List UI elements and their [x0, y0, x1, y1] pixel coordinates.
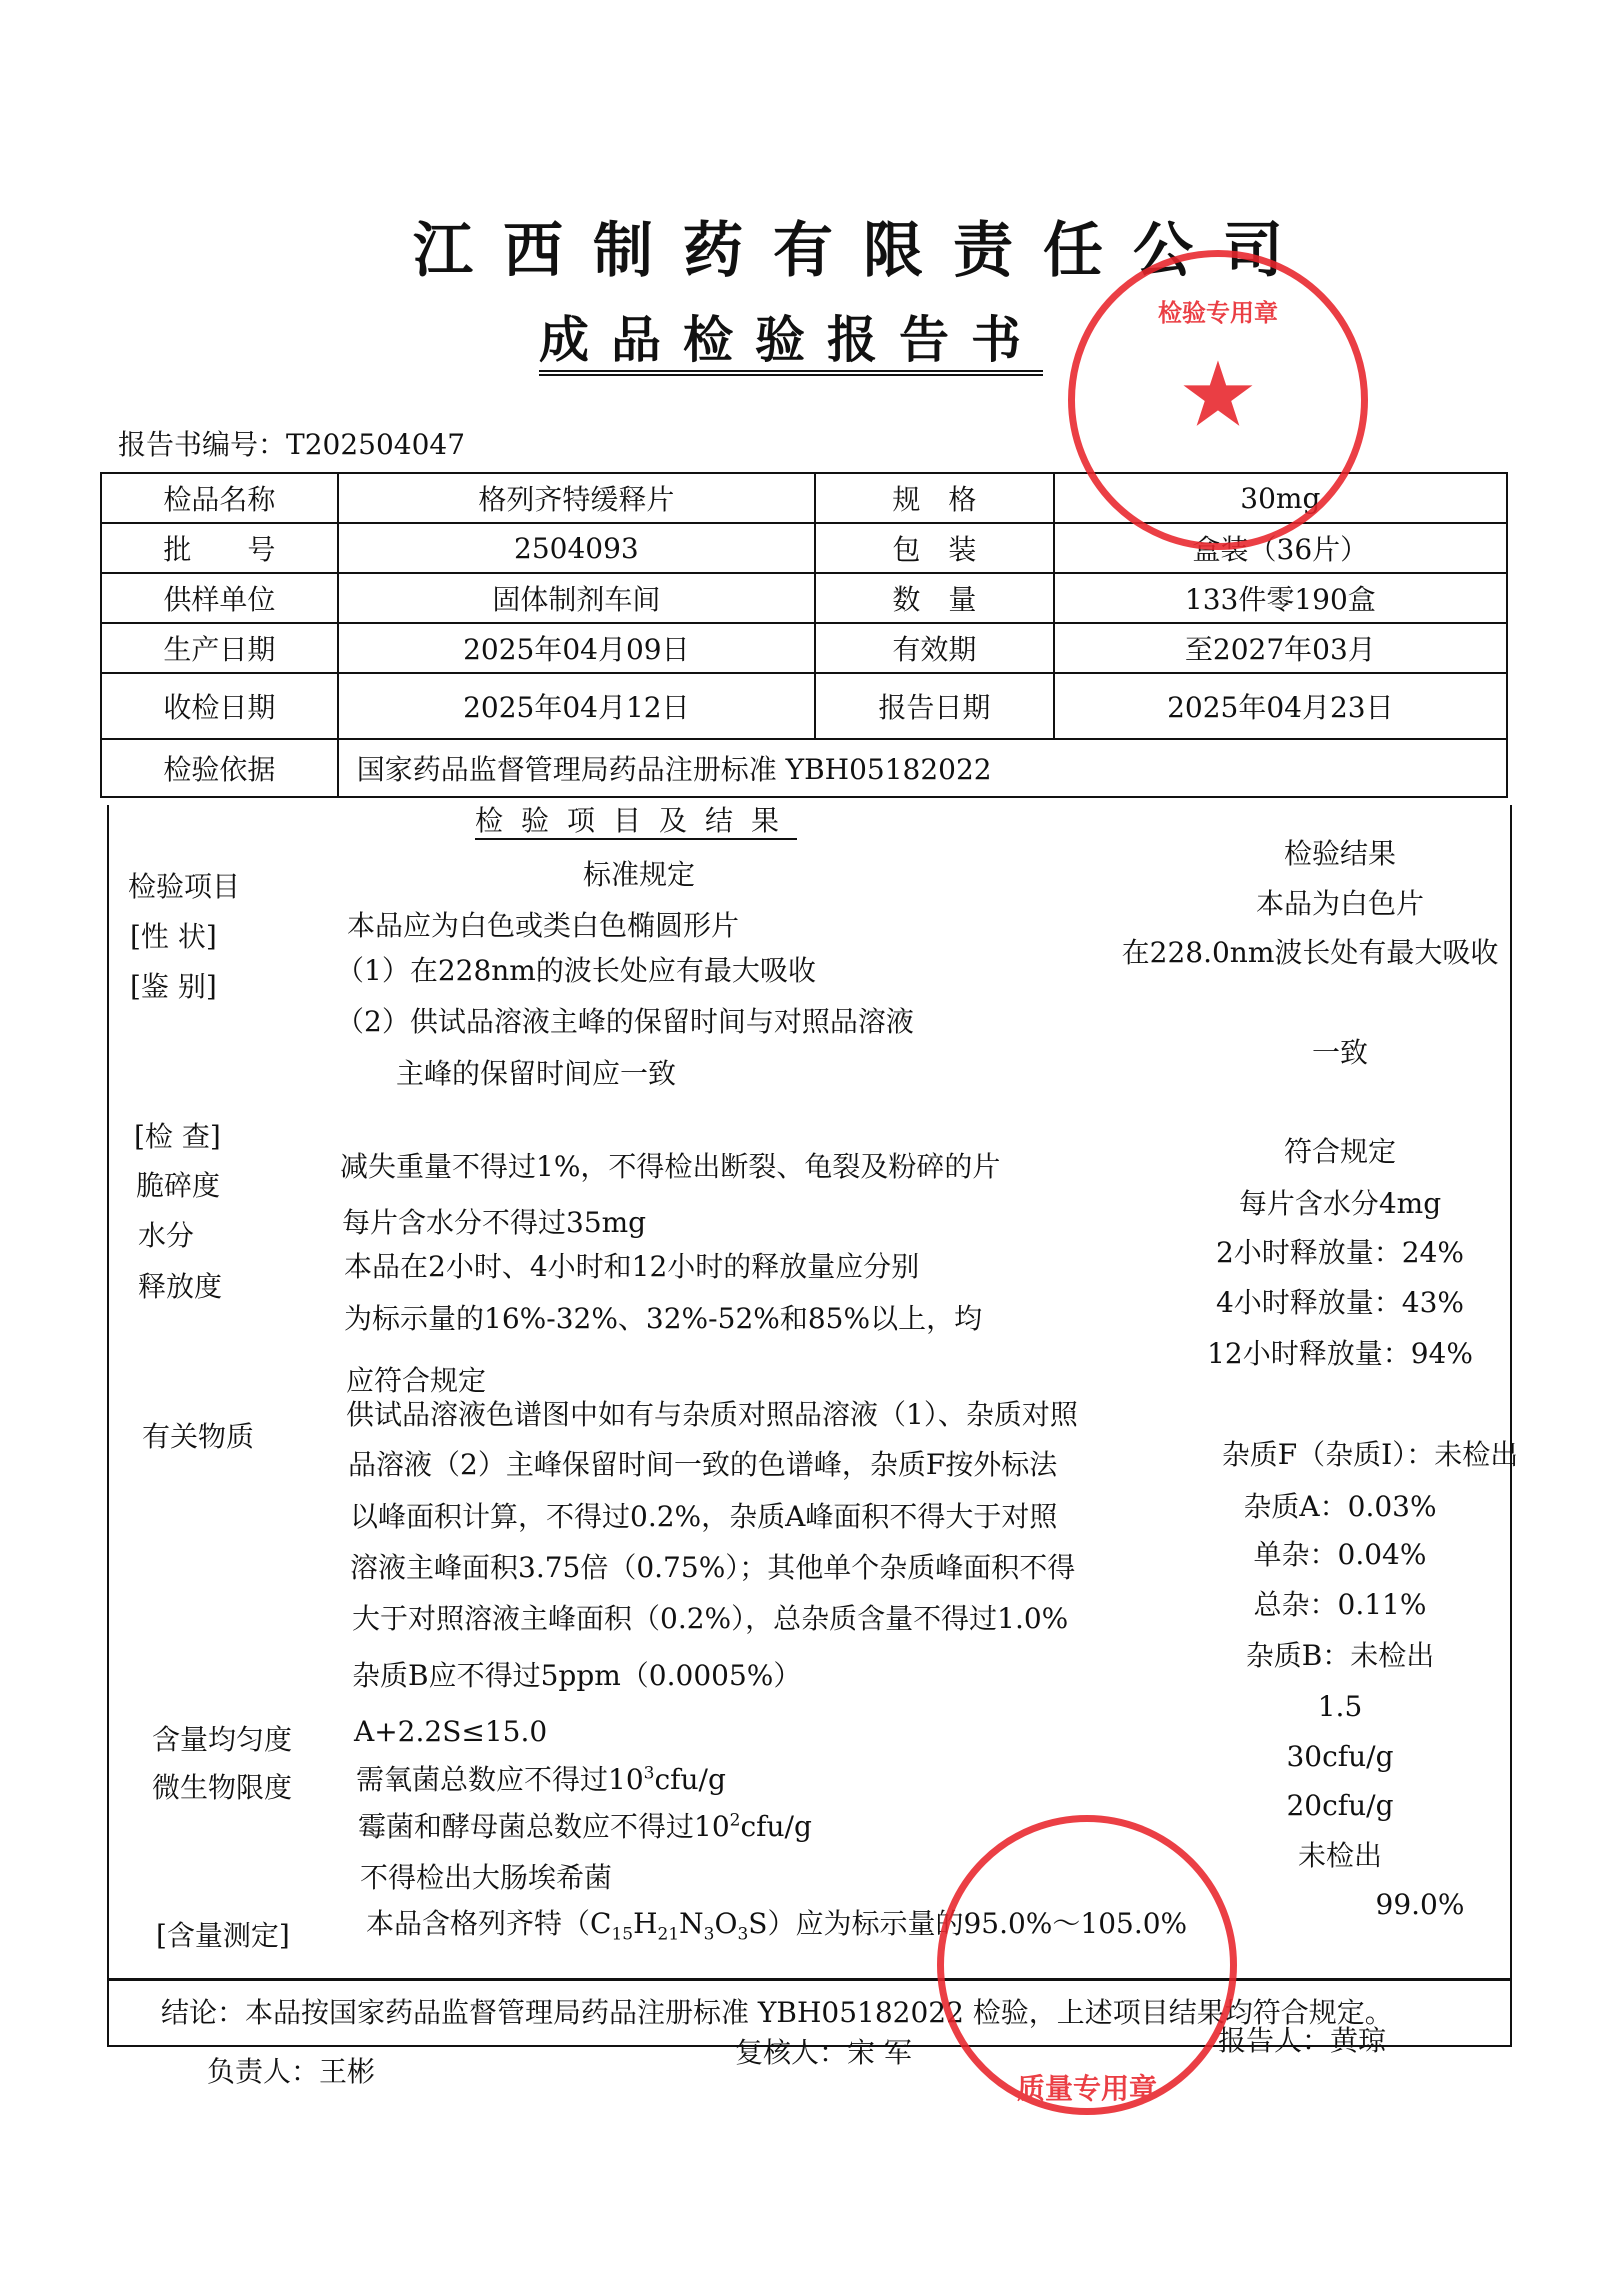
result-value: 本品为白色片: [1255, 887, 1424, 920]
section-heading: 检验项目及结果: [475, 804, 797, 840]
label: 检品名称: [101, 473, 338, 523]
item-uniformity: 含量均匀度: [152, 1723, 293, 1756]
label: 规 格: [815, 473, 1054, 523]
item-microbial: 微生物限度: [152, 1771, 293, 1804]
report-number: [118, 428, 465, 462]
seal-text: 检验专用章: [1158, 298, 1278, 327]
standard-text: 品溶液（2）主峰保留时间一致的色谱峰，杂质F按外标法: [348, 1448, 1058, 1481]
report-number-value: T202504047: [286, 428, 466, 461]
result-value: 单杂：0.04%: [1253, 1538, 1427, 1571]
supplier: 固体制剂车间: [338, 573, 815, 623]
receive-date: 2025年04月12日: [338, 673, 815, 739]
table-row: [101, 523, 1507, 573]
item-identification: [鉴 别]: [130, 970, 217, 1003]
result-value: 4小时释放量：43%: [1215, 1286, 1465, 1319]
label: 数 量: [815, 573, 1054, 623]
production-date: 2025年04月09日: [338, 623, 815, 673]
result-value: 在228.0nm波长处有最大吸收: [1121, 936, 1499, 969]
company-seal-stamp: [1068, 250, 1368, 550]
basis: 国家药品监督管理局药品注册标准 YBH05182022: [338, 739, 1507, 797]
result-value: 符合规定: [1283, 1135, 1396, 1168]
standard-text: [358, 1810, 812, 1844]
label: 报告日期: [815, 673, 1054, 739]
table-row: [101, 739, 1507, 797]
standard-text: 主峰的保留时间应一致: [396, 1057, 677, 1090]
standard-text: [356, 1763, 726, 1797]
standard-text: A+2.2S≤15.0: [354, 1715, 548, 1748]
subscript: 15: [611, 1924, 634, 1945]
text: 本品含格列齐特（C: [366, 1907, 612, 1940]
result-value: 12小时释放量：94%: [1207, 1337, 1473, 1370]
table-row: [101, 673, 1507, 739]
result-value: 2小时释放量：24%: [1215, 1236, 1465, 1269]
standard-text: 溶液主峰面积3.75倍（0.75%）；其他单个杂质峰面积不得: [350, 1551, 1076, 1584]
result-value: 20cfu/g: [1286, 1789, 1394, 1822]
label: 收检日期: [101, 673, 338, 739]
signature-reviewer: 复核人：宋 军: [735, 2036, 912, 2069]
item-assay: [含量测定]: [156, 1919, 290, 1952]
standard-text: 减失重量不得过1%，不得检出断裂、龟裂及粉碎的片: [340, 1150, 1001, 1183]
signature-reporter: 报告人：黄琼: [1218, 2024, 1387, 2057]
col-header-result: 检验结果: [1283, 837, 1396, 870]
expiry: 至2027年03月: [1054, 623, 1507, 673]
text: cfu/g: [740, 1810, 812, 1843]
label: 包 装: [815, 523, 1054, 573]
standard-text: 以峰面积计算，不得过0.2%，杂质A峰面积不得大于对照: [350, 1500, 1058, 1533]
conclusion-text: 结论：本品按国家药品监督管理局药品注册标准 YBH05182022 检验，上述项目结果均符合规定。: [161, 1996, 1393, 2029]
item-check: [检 查]: [134, 1120, 221, 1153]
quantity: 133件零190盒: [1054, 573, 1507, 623]
result-value: 一致: [1311, 1036, 1368, 1069]
exponent: 3: [643, 1763, 655, 1784]
text: N: [679, 1907, 704, 1940]
label: 有效期: [815, 623, 1054, 673]
standard-text: 大于对照溶液主峰面积（0.2%），总杂质含量不得过1.0%: [352, 1602, 1069, 1635]
standard-text: 每片含水分不得过35mg: [342, 1206, 647, 1239]
item-appearance: [性 状]: [130, 920, 217, 953]
label: 供样单位: [101, 573, 338, 623]
subscript: 3: [737, 1924, 749, 1945]
subscript: 21: [657, 1924, 680, 1945]
table-row: [101, 573, 1507, 623]
spec: 30mg: [1054, 473, 1507, 523]
standard-text: 应符合规定: [346, 1364, 487, 1397]
table-row: [101, 623, 1507, 673]
result-value: 1.5: [1317, 1690, 1363, 1723]
result-value: 杂质F（杂质I）：未检出: [1221, 1438, 1519, 1471]
item-water: 水分: [138, 1219, 195, 1252]
col-header-standard: 标准规定: [583, 858, 696, 891]
standard-text: （2）供试品溶液主峰的保留时间与对照品溶液: [336, 1005, 914, 1038]
text: 霉菌和酵母菌总数应不得过10: [358, 1810, 730, 1843]
text: O: [714, 1907, 738, 1940]
standard-text: 本品在2小时、4小时和12小时的释放量应分别: [344, 1250, 920, 1283]
result-value: 未检出: [1297, 1839, 1382, 1872]
quality-seal-stamp: [937, 1815, 1237, 2115]
signature-responsible: 负责人：王彬: [207, 2055, 376, 2088]
result-value: 杂质A：0.03%: [1243, 1490, 1437, 1523]
result-value: 总杂：0.11%: [1253, 1588, 1427, 1621]
star-icon: ★: [1177, 342, 1259, 448]
product-name: 格列齐特缓释片: [338, 473, 815, 523]
text: H: [633, 1907, 658, 1940]
result-value: 杂质B：未检出: [1245, 1639, 1435, 1672]
text: 需氧菌总数应不得过10: [356, 1763, 644, 1796]
label: 检验依据: [101, 739, 338, 797]
standard-text: 不得检出大肠埃希菌: [360, 1861, 613, 1894]
standard-text: （1）在228nm的波长处应有最大吸收: [336, 954, 816, 987]
result-value: 每片含水分4mg: [1238, 1187, 1442, 1220]
result-value: 99.0%: [1375, 1888, 1465, 1921]
report-title: 成品检验报告书: [539, 312, 1043, 376]
exponent: 2: [729, 1810, 741, 1831]
item-related: 有关物质: [142, 1420, 255, 1453]
standard-text: 为标示量的16%-32%、32%-52%和85%以上，均: [344, 1302, 983, 1335]
standard-text: 供试品溶液色谱图中如有与杂质对照品溶液（1）、杂质对照: [346, 1398, 1078, 1431]
report-number-label: 报告书编号：: [118, 428, 287, 461]
report-date: 2025年04月23日: [1054, 673, 1507, 739]
batch: 2504093: [338, 523, 815, 573]
package: 盒装（36片）: [1054, 523, 1507, 573]
result-value: 30cfu/g: [1286, 1740, 1394, 1773]
subscript: 3: [703, 1924, 715, 1945]
standard-text: 杂质B应不得过5ppm（0.0005%）: [352, 1659, 802, 1692]
text: cfu/g: [654, 1763, 726, 1796]
standard-text: 本品应为白色或类白色椭圆形片: [347, 909, 740, 942]
col-header-item: 检验项目: [128, 870, 241, 903]
text: S）应为标示量的95.0%～105.0%: [748, 1907, 1188, 1940]
item-release: 释放度: [138, 1270, 223, 1303]
seal-text: 质量专用章: [1016, 2072, 1157, 2105]
company-name: 江西制药有限责任公司: [413, 216, 1313, 286]
item-friability: 脆碎度: [136, 1169, 221, 1202]
label: 生产日期: [101, 623, 338, 673]
label: 批 号: [101, 523, 338, 573]
